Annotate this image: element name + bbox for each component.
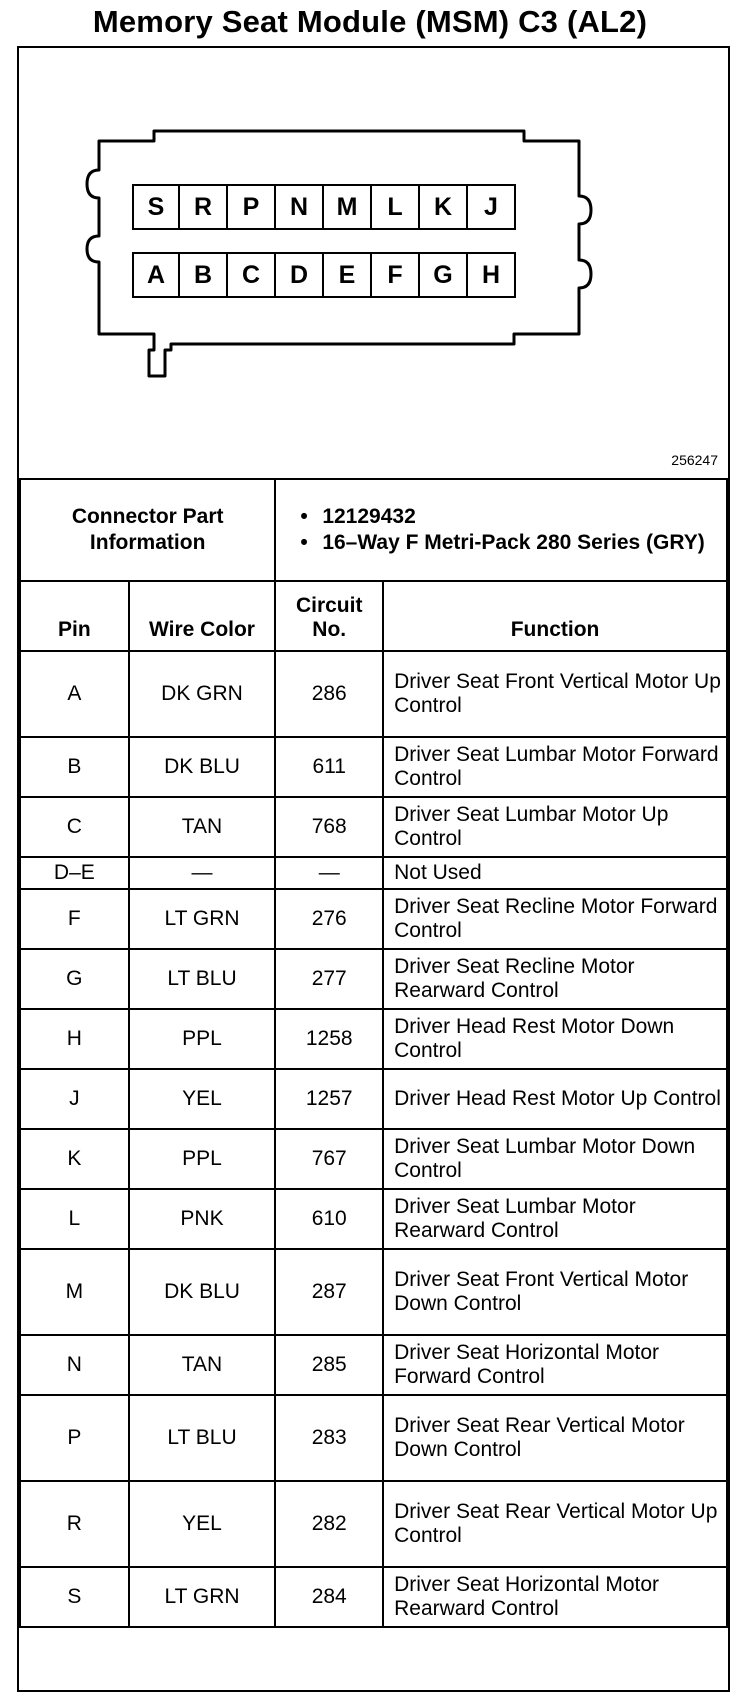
circuit-cell: — — [275, 857, 383, 889]
connector-info-label: Connector Part Information — [20, 479, 275, 581]
function-cell: Driver Seat Rear Vertical Motor Up Control — [383, 1481, 727, 1567]
wire-color-cell: DK BLU — [129, 737, 276, 797]
circuit-cell: 611 — [275, 737, 383, 797]
circuit-cell: 282 — [275, 1481, 383, 1567]
pin-cell: L — [20, 1189, 129, 1249]
connector-pin: D — [276, 252, 324, 298]
connector-pin: R — [180, 184, 228, 230]
function-cell: Driver Head Rest Motor Down Control — [383, 1009, 727, 1069]
circuit-cell: 277 — [275, 949, 383, 1009]
connector-pin: M — [324, 184, 372, 230]
pin-cell: R — [20, 1481, 129, 1567]
connector-info-row — [20, 479, 727, 581]
wire-color-cell: TAN — [129, 1335, 276, 1395]
connector-pin: N — [276, 184, 324, 230]
connector-pin: P — [228, 184, 276, 230]
pin-cell: S — [20, 1567, 129, 1627]
table-row — [20, 1129, 727, 1189]
wire-color-cell: LT BLU — [129, 949, 276, 1009]
circuit-cell: 287 — [275, 1249, 383, 1335]
table-row — [20, 1249, 727, 1335]
pin-cell: N — [20, 1335, 129, 1395]
bullet-icon: • — [300, 531, 308, 554]
table-header-row — [20, 581, 727, 651]
pin-cell: G — [20, 949, 129, 1009]
wire-color-cell: LT GRN — [129, 1567, 276, 1627]
bullet-icon: • — [300, 505, 308, 528]
wire-color-cell: LT BLU — [129, 1395, 276, 1481]
pin-cell: D–E — [20, 857, 129, 889]
table-row — [20, 651, 727, 737]
function-cell: Driver Seat Recline Motor Rearward Control — [383, 949, 727, 1009]
connector-pin: J — [468, 184, 516, 230]
connector-diagram — [19, 48, 728, 480]
table-row — [20, 737, 727, 797]
pin-cell: C — [20, 797, 129, 857]
circuit-cell: 283 — [275, 1395, 383, 1481]
circuit-cell: 767 — [275, 1129, 383, 1189]
connector-pin: S — [132, 184, 180, 230]
figure-number: 256247 — [671, 452, 718, 468]
function-cell: Driver Seat Lumbar Motor Up Control — [383, 797, 727, 857]
wire-color-cell: PPL — [129, 1009, 276, 1069]
pin-cell: M — [20, 1249, 129, 1335]
table-row — [20, 1395, 727, 1481]
pin-cell: P — [20, 1395, 129, 1481]
wire-color-cell: DK GRN — [129, 651, 276, 737]
wire-color-cell: PPL — [129, 1129, 276, 1189]
header-wire-color: Wire Color — [129, 581, 276, 651]
wire-color-cell: DK BLU — [129, 1249, 276, 1335]
table-row — [20, 1335, 727, 1395]
function-cell: Driver Seat Front Vertical Motor Down Control — [383, 1249, 727, 1335]
table-row — [20, 1567, 727, 1627]
table-row — [20, 1481, 727, 1567]
table-row — [20, 797, 727, 857]
wire-color-cell: YEL — [129, 1069, 276, 1129]
function-cell: Not Used — [383, 857, 727, 889]
connector-info-values — [275, 479, 727, 581]
circuit-cell: 286 — [275, 651, 383, 737]
function-cell: Driver Seat Front Vertical Motor Up Control — [383, 651, 727, 737]
circuit-cell: 285 — [275, 1335, 383, 1395]
wire-color-cell: PNK — [129, 1189, 276, 1249]
circuit-cell: 276 — [275, 889, 383, 949]
connector-pin: G — [420, 252, 468, 298]
pin-cell: J — [20, 1069, 129, 1129]
connector-pin: E — [324, 252, 372, 298]
table-row — [20, 1069, 727, 1129]
header-pin: Pin — [20, 581, 129, 651]
function-cell: Driver Seat Lumbar Motor Down Control — [383, 1129, 727, 1189]
connector-pin: B — [180, 252, 228, 298]
wire-color-cell: TAN — [129, 797, 276, 857]
pin-cell: H — [20, 1009, 129, 1069]
header-function: Function — [383, 581, 727, 651]
wire-color-cell: YEL — [129, 1481, 276, 1567]
function-cell: Driver Head Rest Motor Up Control — [383, 1069, 727, 1129]
wire-color-cell: LT GRN — [129, 889, 276, 949]
function-cell: Driver Seat Rear Vertical Motor Down Control — [383, 1395, 727, 1481]
circuit-cell: 1258 — [275, 1009, 383, 1069]
function-cell: Driver Seat Horizontal Motor Rearward Control — [383, 1567, 727, 1627]
pin-cell: B — [20, 737, 129, 797]
pin-cell: A — [20, 651, 129, 737]
wire-color-cell: — — [129, 857, 276, 889]
table-row — [20, 889, 727, 949]
table-row — [20, 857, 727, 889]
function-cell: Driver Seat Horizontal Motor Forward Control — [383, 1335, 727, 1395]
circuit-cell: 768 — [275, 797, 383, 857]
function-cell: Driver Seat Recline Motor Forward Control — [383, 889, 727, 949]
table-row — [20, 949, 727, 1009]
header-circuit: Circuit No. — [275, 581, 383, 651]
connector-top-row — [132, 184, 516, 230]
connector-bottom-row — [132, 252, 516, 298]
pinout-table — [19, 478, 728, 1628]
pin-cell: K — [20, 1129, 129, 1189]
pin-cell: F — [20, 889, 129, 949]
table-row — [20, 1189, 727, 1249]
connector-pin: L — [372, 184, 420, 230]
connector-frame — [17, 46, 730, 1692]
function-cell: Driver Seat Lumbar Motor Rearward Control — [383, 1189, 727, 1249]
connector-pin: A — [132, 252, 180, 298]
part-number: • 12129432 — [300, 505, 416, 528]
connector-pin: C — [228, 252, 276, 298]
table-row — [20, 1009, 727, 1069]
page-title: Memory Seat Module (MSM) C3 (AL2) — [92, 4, 648, 39]
connector-pin: F — [372, 252, 420, 298]
function-cell: Driver Seat Lumbar Motor Forward Control — [383, 737, 727, 797]
connector-pin: K — [420, 184, 468, 230]
circuit-cell: 1257 — [275, 1069, 383, 1129]
connector-type: • 16–Way F Metri-Pack 280 Series (GRY) — [300, 531, 705, 554]
connector-pin: H — [468, 252, 516, 298]
circuit-cell: 610 — [275, 1189, 383, 1249]
circuit-cell: 284 — [275, 1567, 383, 1627]
